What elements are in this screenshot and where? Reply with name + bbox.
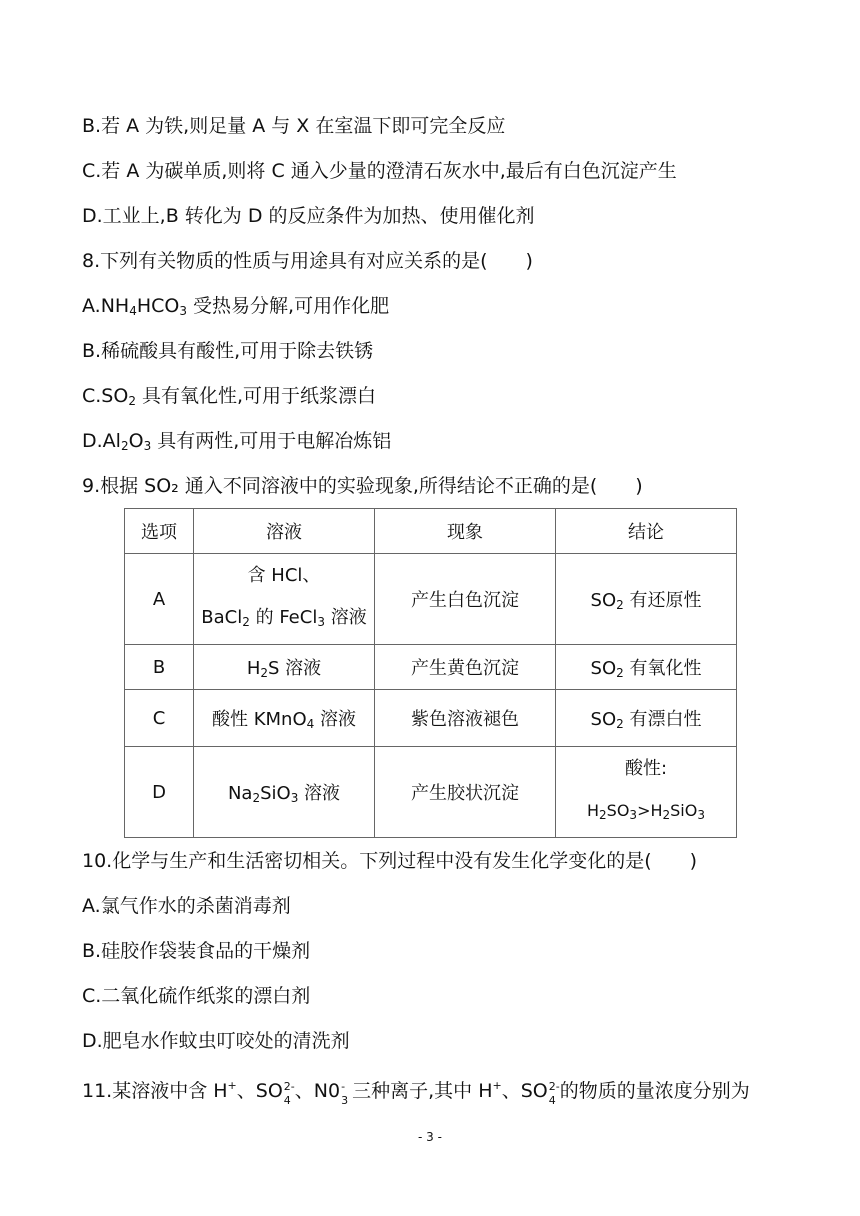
header-option: 选项 — [125, 509, 194, 554]
page-number: - 3 - — [418, 1130, 442, 1144]
question-8: 8.下列有关物质的性质与用途具有对应关系的是( ) — [82, 250, 533, 272]
question-10: 10.化学与生产和生活密切相关。下列过程中没有发生化学变化的是( ) — [82, 850, 698, 872]
cell-option: C — [125, 690, 194, 747]
option-10c: C.二氧化硫作纸浆的漂白剂 — [82, 985, 311, 1007]
option-7c: C.若 A 为碳单质,则将 C 通入少量的澄清石灰水中,最后有白色沉淀产生 — [82, 160, 677, 182]
option-8b: B.稀硫酸具有酸性,可用于除去铁锈 — [82, 340, 374, 362]
option-10b: B.硅胶作袋装食品的干燥剂 — [82, 940, 311, 962]
cell-conclusion: 酸性: $H_2SO_3>H_2SiO_3$ — [556, 747, 737, 838]
cell-solution: 含 HCl、 BaCl$_2$ 的 FeCl$_3$ 溶液 — [194, 554, 375, 645]
option-10a: A.氯气作水的杀菌消毒剂 — [82, 895, 291, 917]
cell-conclusion: $SO_2$ 有还原性 — [556, 554, 737, 645]
table-header-row — [125, 509, 737, 554]
header-phenomenon: 现象 — [375, 509, 556, 554]
cell-phenomenon: 产生白色沉淀 — [375, 554, 556, 645]
question-11: 11.某溶液中含 H+、SO 2- 4 、N0 - 3 三种离子,其中 H+、SO 2- 4 的物质的量浓度分别为 — [82, 1079, 750, 1107]
option-7d: D.工业上,B 转化为 D 的反应条件为加热、使用催化剂 — [82, 205, 535, 227]
option-8a: $A.NH_4HCO_3$ 受热易分解,可用作化肥 — [82, 295, 390, 318]
cell-conclusion: $SO_2$ 有漂白性 — [556, 690, 737, 747]
cell-phenomenon: 产生黄色沉淀 — [375, 645, 556, 690]
header-conclusion: 结论 — [556, 509, 737, 554]
table-row — [125, 690, 737, 747]
table-row — [125, 645, 737, 690]
option-7b: B.若 A 为铁,则足量 A 与 X 在室温下即可完全反应 — [82, 115, 506, 137]
table-row — [125, 747, 737, 838]
option-8c: $C.SO_2$ 具有氧化性,可用于纸浆漂白 — [82, 385, 377, 408]
cell-solution: 酸性 KMnO$_4$ 溶液 — [194, 690, 375, 747]
cell-option: B — [125, 645, 194, 690]
option-8d: $D.Al_2O_3$ 具有两性,可用于电解冶炼铝 — [82, 430, 392, 453]
cell-solution: $Na_2SiO_3$ 溶液 — [194, 747, 375, 838]
cell-solution: $H_2S$ 溶液 — [194, 645, 375, 690]
table-row — [125, 554, 737, 645]
cell-conclusion: $SO_2$ 有氧化性 — [556, 645, 737, 690]
option-10d: D.肥皂水作蚊虫叮咬处的清洗剂 — [82, 1030, 350, 1052]
cell-phenomenon: 紫色溶液褪色 — [375, 690, 556, 747]
cell-option: D — [125, 747, 194, 838]
cell-option: A — [125, 554, 194, 645]
cell-phenomenon: 产生胶状沉淀 — [375, 747, 556, 838]
header-solution: 溶液 — [194, 509, 375, 554]
question-9: 9.根据 SO₂ 通入不同溶液中的实验现象,所得结论不正确的是( ) — [82, 475, 643, 497]
experiment-table — [124, 508, 737, 838]
